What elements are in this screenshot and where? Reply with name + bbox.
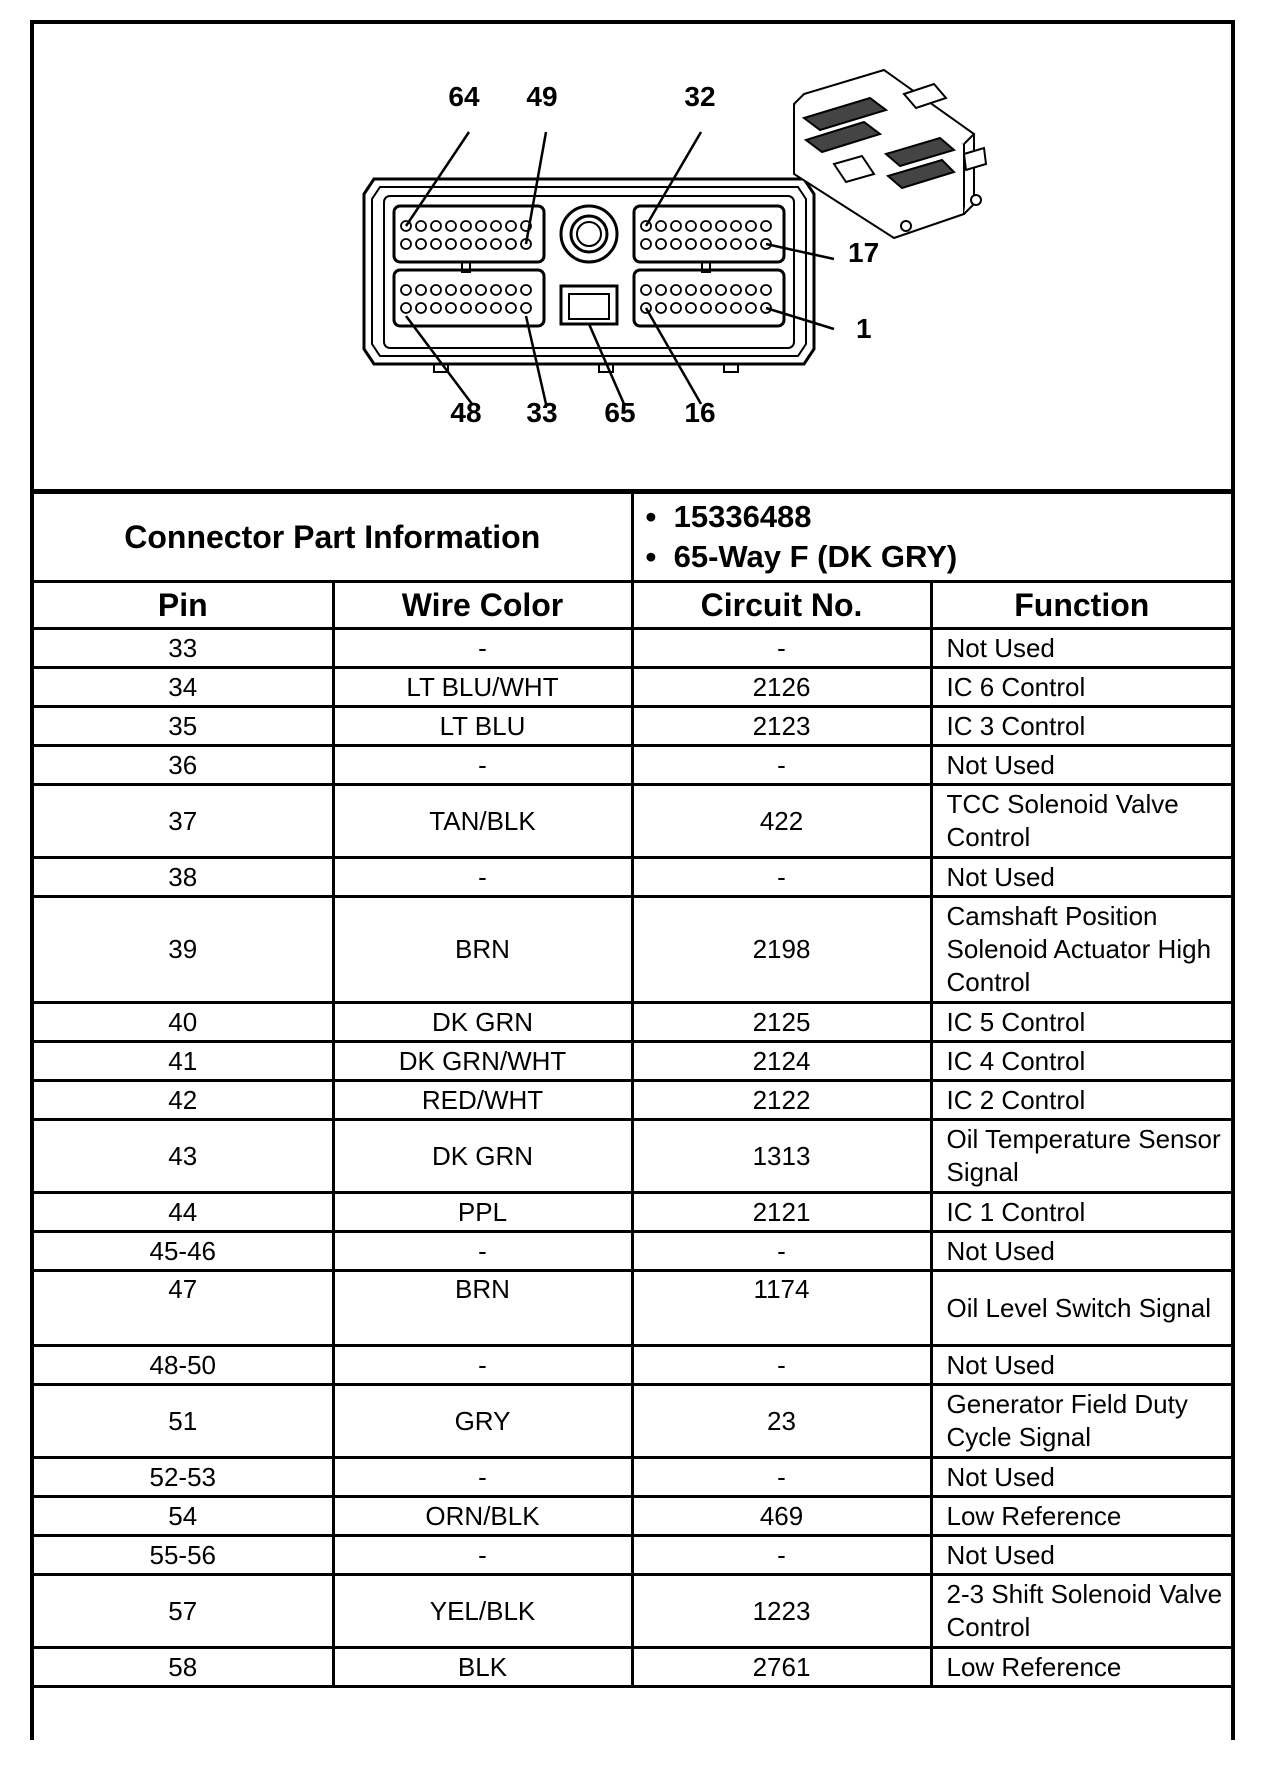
circuit-cell: - <box>632 629 931 668</box>
circuit-cell: 1174 <box>632 1271 931 1346</box>
circuit-cell: 2123 <box>632 707 931 746</box>
table-row <box>34 1575 1231 1648</box>
circuit-cell: - <box>632 746 931 785</box>
pin-cell: 35 <box>34 707 333 746</box>
wire-color-cell: BLK <box>333 1648 632 1687</box>
wire-color-cell: TAN/BLK <box>333 785 632 858</box>
function-cell: IC 5 Control <box>931 1003 1231 1042</box>
wire-color-cell: - <box>333 1536 632 1575</box>
function-cell: Not Used <box>931 1458 1231 1497</box>
circuit-cell: - <box>632 1458 931 1497</box>
pin-label-49: 49 <box>526 81 558 112</box>
pin-cell: 54 <box>34 1497 333 1536</box>
table-row <box>34 1458 1231 1497</box>
wire-color-cell: BRN <box>333 897 632 1003</box>
circuit-cell: - <box>632 858 931 897</box>
circuit-cell: 1313 <box>632 1120 931 1193</box>
wire-color-cell: ORN/BLK <box>333 1497 632 1536</box>
wire-color-cell: - <box>333 1232 632 1271</box>
pin-cell: 44 <box>34 1193 333 1232</box>
connector-diagram-panel <box>34 24 1231 492</box>
part-number-item: • 15336488 <box>645 499 812 534</box>
table-row <box>34 1193 1231 1232</box>
circuit-cell: - <box>632 1232 931 1271</box>
pin-cell: 42 <box>34 1081 333 1120</box>
table-row <box>34 1536 1231 1575</box>
wire-color-cell: DK GRN <box>333 1003 632 1042</box>
wire-color-cell: - <box>333 746 632 785</box>
function-cell: TCC Solenoid Valve Control <box>931 785 1231 858</box>
function-cell: Oil Level Switch Signal <box>931 1271 1231 1346</box>
table-row <box>34 1081 1231 1120</box>
pin-label-65: 65 <box>604 397 636 428</box>
pin-label-48: 48 <box>450 397 482 428</box>
pin-label-33: 33 <box>526 397 558 428</box>
connector-info-list <box>632 493 1231 582</box>
circuit-cell: 2125 <box>632 1003 931 1042</box>
wire-color-cell: YEL/BLK <box>333 1575 632 1648</box>
pin-cell: 55-56 <box>34 1536 333 1575</box>
function-cell: IC 2 Control <box>931 1081 1231 1120</box>
table-row <box>34 1346 1231 1385</box>
table-row <box>34 1271 1231 1346</box>
part-description-item: • 65-Way F (DK GRY) <box>645 539 958 574</box>
function-cell: Low Reference <box>931 1497 1231 1536</box>
pinout-rows <box>34 629 1231 1687</box>
wire-color-cell: BRN <box>333 1271 632 1346</box>
table-row <box>34 668 1231 707</box>
table-header-row <box>34 582 1231 629</box>
function-cell: Generator Field Duty Cycle Signal <box>931 1385 1231 1458</box>
wire-color-cell: PPL <box>333 1193 632 1232</box>
function-cell: Not Used <box>931 629 1231 668</box>
table-row <box>34 1232 1231 1271</box>
function-cell: IC 3 Control <box>931 707 1231 746</box>
wire-color-cell: DK GRN <box>333 1120 632 1193</box>
column-header-wire-color: Wire Color <box>333 582 632 629</box>
wire-color-cell: LT BLU <box>333 707 632 746</box>
function-cell: Not Used <box>931 1232 1231 1271</box>
part-description: 65-Way F (DK GRY) <box>673 539 958 574</box>
circuit-cell: 469 <box>632 1497 931 1536</box>
table-row <box>34 1497 1231 1536</box>
connector-info-row <box>34 493 1231 582</box>
function-cell: IC 4 Control <box>931 1042 1231 1081</box>
circuit-cell: 2121 <box>632 1193 931 1232</box>
table-row <box>34 629 1231 668</box>
table-row <box>34 858 1231 897</box>
function-cell: 2-3 Shift Solenoid Valve Control <box>931 1575 1231 1648</box>
pin-cell: 37 <box>34 785 333 858</box>
pin-label-64: 64 <box>448 81 480 112</box>
function-cell: Not Used <box>931 858 1231 897</box>
wire-color-cell: - <box>333 629 632 668</box>
pin-label-16: 16 <box>684 397 716 428</box>
table-row <box>34 1385 1231 1458</box>
wire-color-cell: LT BLU/WHT <box>333 668 632 707</box>
table-row <box>34 1648 1231 1687</box>
pin-cell: 43 <box>34 1120 333 1193</box>
wire-color-cell: GRY <box>333 1385 632 1458</box>
column-header-pin: Pin <box>34 582 333 629</box>
function-cell: IC 6 Control <box>931 668 1231 707</box>
circuit-cell: 1223 <box>632 1575 931 1648</box>
pin-cell: 40 <box>34 1003 333 1042</box>
pin-cell: 52-53 <box>34 1458 333 1497</box>
wire-color-cell: - <box>333 1346 632 1385</box>
circuit-cell: 422 <box>632 785 931 858</box>
pin-cell: 57 <box>34 1575 333 1648</box>
function-cell: Oil Temperature Sensor Signal <box>931 1120 1231 1193</box>
pin-cell: 58 <box>34 1648 333 1687</box>
function-cell: Not Used <box>931 1536 1231 1575</box>
circuit-cell: 2126 <box>632 668 931 707</box>
pin-cell: 33 <box>34 629 333 668</box>
part-number: 15336488 <box>673 499 812 534</box>
circuit-cell: 2122 <box>632 1081 931 1120</box>
table-row <box>34 785 1231 858</box>
circuit-cell: 2761 <box>632 1648 931 1687</box>
circuit-cell: 2124 <box>632 1042 931 1081</box>
pin-cell: 41 <box>34 1042 333 1081</box>
pin-cell: 45-46 <box>34 1232 333 1271</box>
table-row <box>34 1120 1231 1193</box>
table-row <box>34 746 1231 785</box>
column-header-function: Function <box>931 582 1231 629</box>
wire-color-cell: RED/WHT <box>333 1081 632 1120</box>
table-row <box>34 1042 1231 1081</box>
table-row <box>34 707 1231 746</box>
pin-label-32: 32 <box>684 81 716 112</box>
function-cell: IC 1 Control <box>931 1193 1231 1232</box>
pin-cell: 48-50 <box>34 1346 333 1385</box>
function-cell: Not Used <box>931 746 1231 785</box>
function-cell: Not Used <box>931 1346 1231 1385</box>
table-row <box>34 897 1231 1003</box>
wire-color-cell: - <box>333 858 632 897</box>
pin-label-1: 1 <box>856 313 872 344</box>
wire-color-cell: DK GRN/WHT <box>333 1042 632 1081</box>
pin-label-17: 17 <box>848 237 880 268</box>
connector-info-title: Connector Part Information <box>34 493 632 582</box>
wire-color-cell: - <box>333 1458 632 1497</box>
connector-isometric-illustration <box>794 70 986 238</box>
function-cell: Camshaft Position Solenoid Actuator High Control <box>931 897 1231 1003</box>
pin-cell: 39 <box>34 897 333 1003</box>
table-row <box>34 1003 1231 1042</box>
pin-cell: 36 <box>34 746 333 785</box>
pinout-table <box>34 491 1231 1688</box>
pin-cell: 51 <box>34 1385 333 1458</box>
pin-cell: 34 <box>34 668 333 707</box>
circuit-cell: 23 <box>632 1385 931 1458</box>
circuit-cell: - <box>632 1346 931 1385</box>
circuit-cell: - <box>632 1536 931 1575</box>
column-header-circuit-no: Circuit No. <box>632 582 931 629</box>
pin-cell: 47 <box>34 1271 333 1346</box>
connector-face-diagram <box>34 24 1231 492</box>
pin-cell: 38 <box>34 858 333 897</box>
circuit-cell: 2198 <box>632 897 931 1003</box>
function-cell: Low Reference <box>931 1648 1231 1687</box>
